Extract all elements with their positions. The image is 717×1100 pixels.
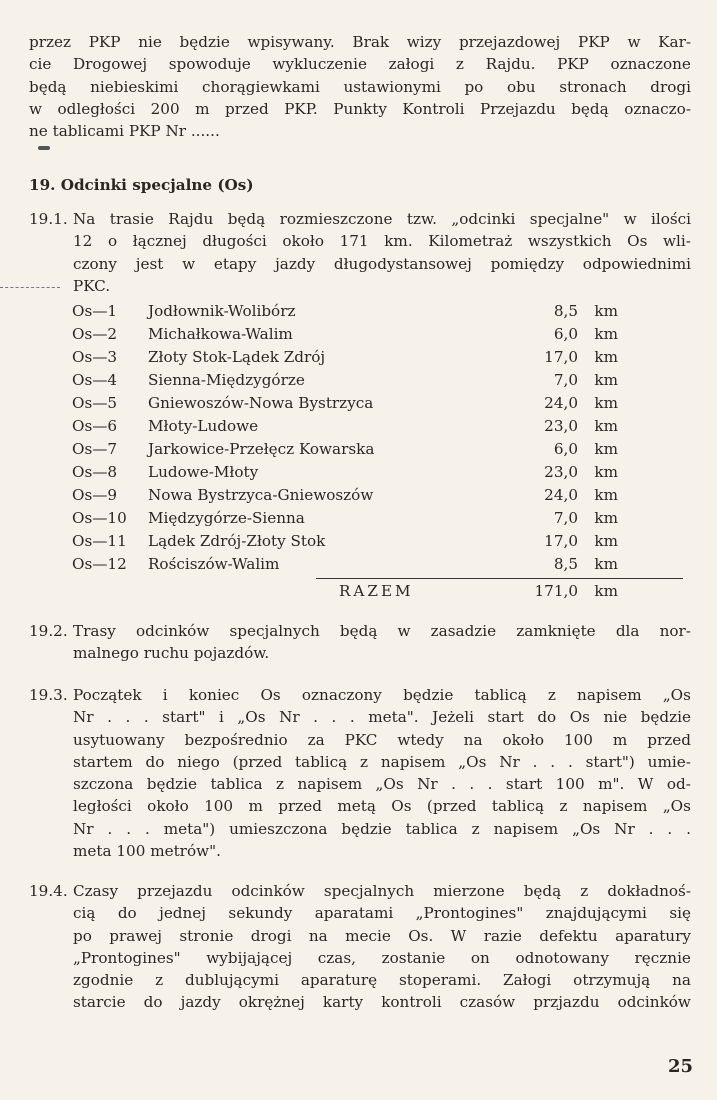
stage-unit: km xyxy=(594,486,618,504)
stage-length: 24,0 xyxy=(544,394,578,412)
stage-route: Jarkowice-Przełęcz Kowarska xyxy=(148,440,375,458)
stage-id: Os—9 xyxy=(72,486,118,504)
paragraph-19-1 xyxy=(29,208,691,297)
table-row xyxy=(72,553,618,576)
text-line: czony jest w etapy jazdy długodystansowej pomiędzy odpowiednimi xyxy=(73,254,691,273)
text-line: po prawej stronie drogi na mecie Os. W razie defektu aparatury xyxy=(73,926,691,945)
stage-route: Rościszów-Walim xyxy=(148,555,280,573)
table-row xyxy=(72,461,618,484)
table-row xyxy=(72,438,618,461)
stage-unit: km xyxy=(594,302,618,320)
paragraph-number: 19.1. xyxy=(29,210,68,228)
stage-length: 17,0 xyxy=(544,348,578,366)
table-row xyxy=(72,323,618,346)
stage-id: Os—4 xyxy=(72,371,118,389)
stage-length: 7,0 xyxy=(553,509,578,527)
margin-mark xyxy=(0,287,60,289)
stage-route: Gniewoszów-Nowa Bystrzyca xyxy=(148,394,374,412)
stage-id: Os—3 xyxy=(72,348,118,366)
stage-length: 6,0 xyxy=(553,325,578,343)
text-line: Na trasie Rajdu będą rozmieszczone tzw. „odcinki specjalne" w ilości xyxy=(73,210,691,228)
stage-route: Ludowe-Młoty xyxy=(148,463,259,481)
stage-route: Jodłownik-Wolibórz xyxy=(148,302,296,320)
stage-route: Lądek Zdrój-Złoty Stok xyxy=(148,532,326,550)
text-line: Nr . . . meta") umieszczona będzie tablica z napisem „Os Nr . . . xyxy=(73,819,691,838)
stage-length: 6,0 xyxy=(553,440,578,458)
table-row xyxy=(72,484,618,507)
intro-paragraph xyxy=(29,31,691,142)
stage-id: Os—8 xyxy=(72,463,118,481)
stage-unit: km xyxy=(594,532,618,550)
stage-id: Os—6 xyxy=(72,417,118,435)
total-km: 171,0 xyxy=(534,582,578,600)
stage-unit: km xyxy=(594,417,618,435)
text-line: Nr . . . start" i „Os Nr . . . meta". Jeżeli start do Os nie będzie xyxy=(73,708,691,727)
stage-length: 8,5 xyxy=(553,555,578,573)
stage-route: Złoty Stok-Lądek Zdrój xyxy=(148,348,326,366)
stage-unit: km xyxy=(594,555,618,573)
text-line: malnego ruchu pojazdów. xyxy=(73,644,270,663)
paragraph-19-2 xyxy=(29,620,691,665)
table-row xyxy=(72,346,618,369)
stage-id: Os—5 xyxy=(72,394,118,412)
text-line: usytuowany bezpośrednio za PKC wtedy na około 100 m przed xyxy=(73,730,691,749)
section-heading: 19. Odcinki specjalne (Os) xyxy=(29,176,254,194)
paragraph-number: 19.4. xyxy=(29,882,68,900)
text-line: ległości około 100 m przed metą Os (przed tablicą z napisem „Os xyxy=(73,797,691,816)
text-line: cią do jednej sekundy aparatami „Prontogines" znajdującymi się xyxy=(73,904,691,923)
stage-length: 24,0 xyxy=(544,486,578,504)
paragraph-19-4 xyxy=(29,880,691,1014)
stage-unit: km xyxy=(594,394,618,412)
table-row xyxy=(72,392,618,415)
total-row xyxy=(72,579,618,603)
text-line: 12 o łącznej długości około 171 km. Kilometraż wszystkich Os wli- xyxy=(73,232,691,251)
stage-route: Michałkowa-Walim xyxy=(148,325,293,343)
stage-route: Młoty-Ludowe xyxy=(148,417,259,435)
text-line: ne tablicami PKP Nr ...... xyxy=(29,122,220,141)
text-line: cie Drogowej spowoduje wykluczenie załogi z Rajdu. PKP oznaczone xyxy=(29,55,691,74)
text-line: meta 100 metrów". xyxy=(73,842,221,861)
text-line: PKC. xyxy=(73,276,111,295)
text-line: przez PKP nie będzie wpisywany. Brak wizy przejazdowej PKP w Kar- xyxy=(29,33,691,51)
text-line: startem do niego (przed tablicą z napisem „Os Nr . . . start") umie- xyxy=(73,752,691,771)
stage-unit: km xyxy=(594,371,618,389)
total-label: RAZEM xyxy=(339,582,414,600)
table-row xyxy=(72,300,618,323)
text-line: Początek i koniec Os oznaczony będzie tablicą z napisem „Os xyxy=(73,686,691,704)
ink-blot xyxy=(38,146,50,150)
paragraph-19-3 xyxy=(29,684,691,862)
page-number: 25 xyxy=(667,1056,693,1077)
stage-route: Sienna-Międzygórze xyxy=(148,371,305,389)
text-line: Trasy odcinków specjalnych będą w zasadzie zamknięte dla nor- xyxy=(73,622,691,640)
text-line: zgodnie z dublującymi aparaturę stoperami. Załogi otrzymują na xyxy=(73,971,691,990)
stage-unit: km xyxy=(594,509,618,527)
text-line: „Prontogines" wybijającej czas, zostanie on odnotowany ręcznie xyxy=(73,948,691,967)
stage-length: 7,0 xyxy=(553,371,578,389)
stage-id: Os—12 xyxy=(72,555,127,573)
table-row xyxy=(72,369,618,392)
total-unit: km xyxy=(594,582,618,600)
stage-length: 17,0 xyxy=(544,532,578,550)
stage-unit: km xyxy=(594,463,618,481)
text-line: starcie do jazdy okrężnej karty kontroli czasów przjazdu odcinków xyxy=(73,993,691,1012)
paragraph-number: 19.3. xyxy=(29,686,68,704)
stage-id: Os—2 xyxy=(72,325,118,343)
table-row xyxy=(72,415,618,438)
stage-unit: km xyxy=(594,325,618,343)
table-row xyxy=(72,530,618,553)
stage-length: 23,0 xyxy=(544,463,578,481)
stage-id: Os—1 xyxy=(72,302,118,320)
special-stages-table xyxy=(72,300,618,576)
stage-route: Międzygórze-Sienna xyxy=(148,509,305,527)
paragraph-number: 19.2. xyxy=(29,622,68,640)
stage-unit: km xyxy=(594,348,618,366)
stage-id: Os—11 xyxy=(72,532,127,550)
text-line: w odległości 200 m przed PKP. Punkty Kontroli Przejazdu będą oznaczo- xyxy=(29,99,691,118)
stage-route: Nowa Bystrzyca-Gniewoszów xyxy=(148,486,374,504)
text-line: Czasy przejazdu odcinków specjalnych mierzone będą z dokładnoś- xyxy=(73,882,691,900)
text-line: będą niebieskimi chorągiewkami ustawionymi po obu stronach drogi xyxy=(29,77,691,96)
table-row xyxy=(72,507,618,530)
stage-id: Os—10 xyxy=(72,509,127,527)
stage-length: 23,0 xyxy=(544,417,578,435)
stage-length: 8,5 xyxy=(553,302,578,320)
stage-id: Os—7 xyxy=(72,440,118,458)
stage-unit: km xyxy=(594,440,618,458)
text-line: szczona będzie tablica z napisem „Os Nr . . . start 100 m". W od- xyxy=(73,775,691,794)
